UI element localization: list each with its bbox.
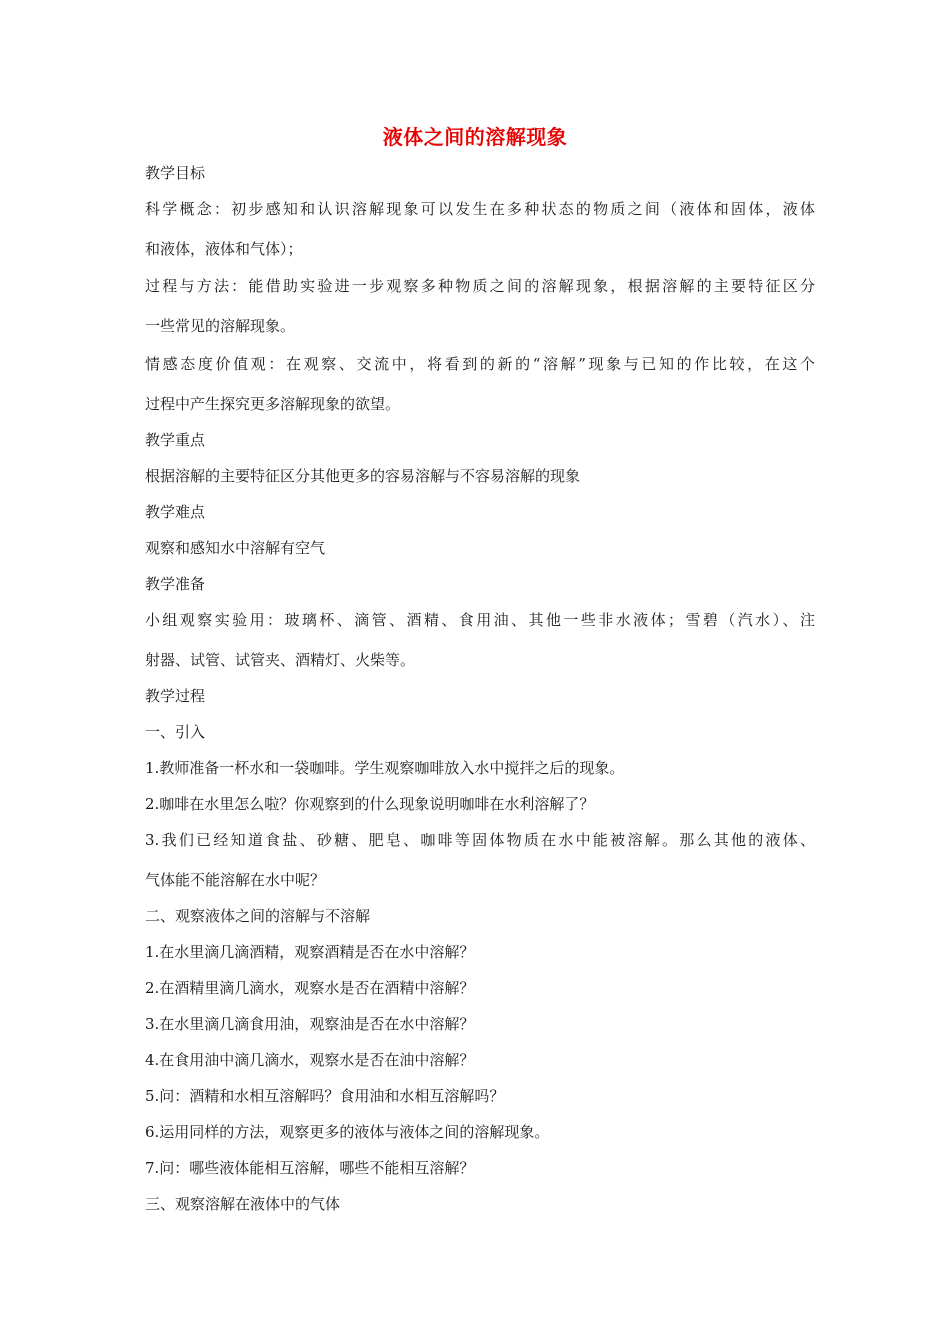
- paragraph-line: 情感态度价值观：在观察、交流中，将看到的新的“溶解”现象与已知的作比较，在这个: [145, 355, 815, 373]
- list-item: 2.在酒精里滴几滴水，观察水是否在酒精中溶解？: [145, 979, 475, 997]
- list-item: 2.咖啡在水里怎么啦？你观察到的什么现象说明咖啡在水利溶解了？: [145, 795, 595, 813]
- heading-key-points: 教学重点: [145, 431, 206, 449]
- heading-preparation: 教学准备: [145, 575, 206, 593]
- section-heading: 一、引入: [145, 723, 206, 741]
- document-title: 液体之间的溶解现象: [382, 125, 568, 149]
- list-item: 7.问：哪些液体能相互溶解，哪些不能相互溶解？: [145, 1159, 475, 1177]
- section-heading: 二、观察液体之间的溶解与不溶解: [145, 907, 371, 925]
- list-item: 1.教师准备一杯水和一袋咖啡。学生观察咖啡放入水中搅拌之后的现象。: [145, 759, 625, 777]
- section-heading: 三、观察溶解在液体中的气体: [145, 1195, 341, 1213]
- list-item: 5.问：酒精和水相互溶解吗？食用油和水相互溶解吗？: [145, 1087, 505, 1105]
- heading-difficulties: 教学难点: [145, 503, 206, 521]
- paragraph-line: 小组观察实验用：玻璃杯、滴管、酒精、食用油、其他一些非水液体；雪碧（汽水）、注: [145, 611, 815, 629]
- list-item: 1.在水里滴几滴酒精，观察酒精是否在水中溶解？: [145, 943, 475, 961]
- paragraph-line: 射器、试管、试管夹、酒精灯、火柴等。: [145, 651, 416, 669]
- paragraph-line: 过程与方法：能借助实验进一步观察多种物质之间的溶解现象，根据溶解的主要特征区分: [145, 277, 815, 295]
- heading-objectives: 教学目标: [145, 164, 206, 182]
- paragraph-line: 观察和感知水中溶解有空气: [145, 539, 326, 557]
- paragraph-line: 一些常见的溶解现象。: [145, 317, 296, 335]
- paragraph-line: 根据溶解的主要特征区分其他更多的容易溶解与不容易溶解的现象: [145, 467, 581, 485]
- list-item: 3.我们已经知道食盐、砂糖、肥皂、咖啡等固体物质在水中能被溶解。那么其他的液体、: [145, 831, 815, 849]
- list-item: 气体能不能溶解在水中呢？: [145, 871, 326, 889]
- paragraph-line: 科学概念：初步感知和认识溶解现象可以发生在多种状态的物质之间（液体和固体，液体: [145, 200, 815, 218]
- paragraph-line: 和液体，液体和气体）；: [145, 240, 303, 258]
- list-item: 4.在食用油中滴几滴水，观察水是否在油中溶解？: [145, 1051, 475, 1069]
- heading-process: 教学过程: [145, 687, 206, 705]
- paragraph-line: 过程中产生探究更多溶解现象的欲望。: [145, 395, 401, 413]
- list-item: 6.运用同样的方法，观察更多的液体与液体之间的溶解现象。: [145, 1123, 550, 1141]
- list-item: 3.在水里滴几滴食用油，观察油是否在水中溶解？: [145, 1015, 475, 1033]
